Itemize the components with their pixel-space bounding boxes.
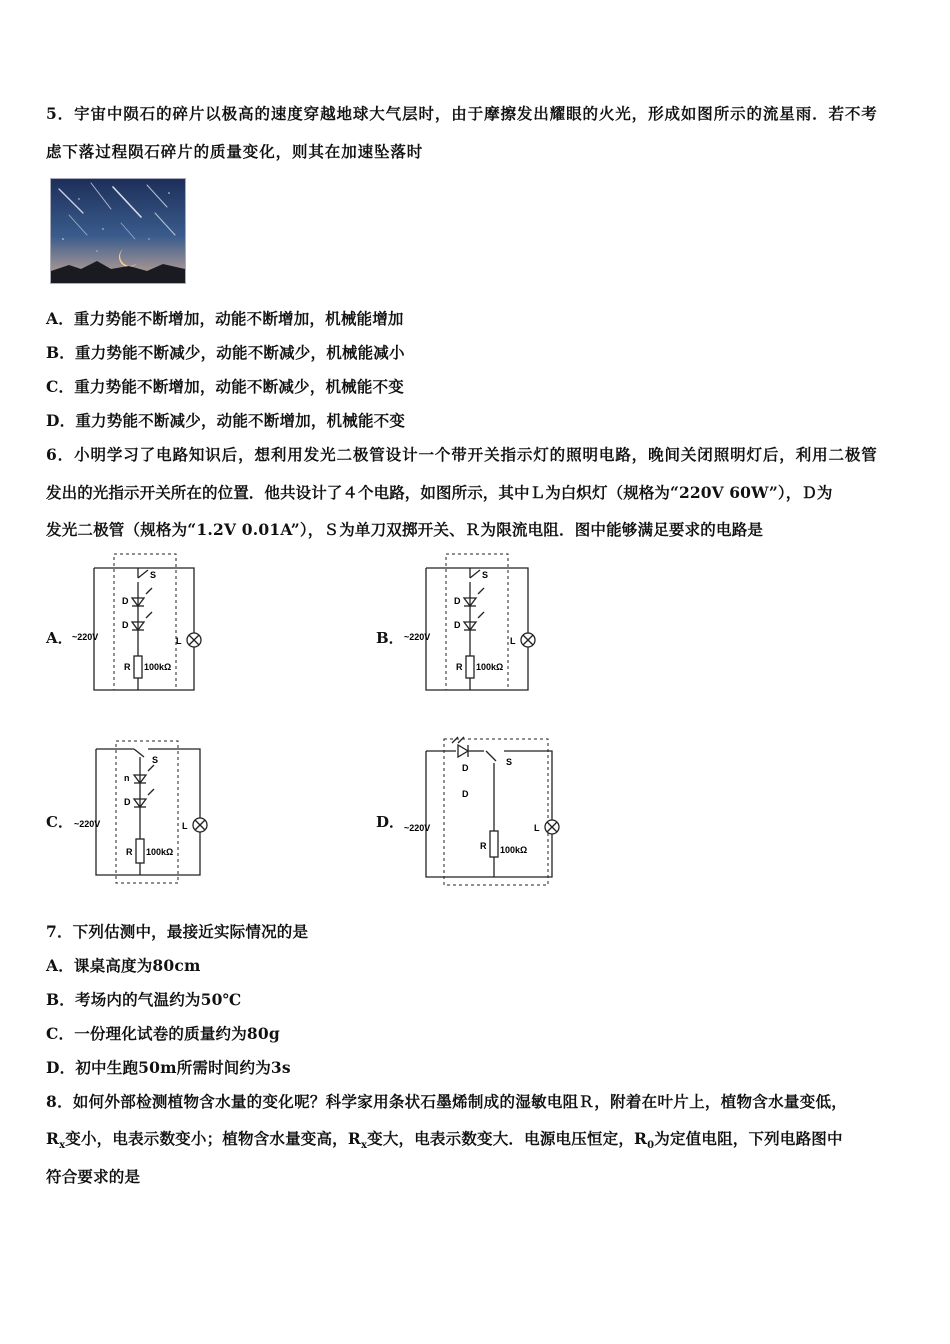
q7-stem: 7．下列估测中，最接近实际情况的是 (46, 922, 309, 941)
q8-rx-subscript-1: x (59, 1140, 66, 1152)
circuit-d-diode-label-1: D (462, 763, 469, 773)
q6-option-a-label: A． (46, 629, 73, 647)
q8-stem-line2 (46, 1127, 843, 1151)
q7-option-d: D．初中生跑50m所需时间约为3s (46, 1058, 291, 1077)
q8-rx-subscript-2: x (360, 1140, 368, 1152)
q8-line2-segment-b: 变小，电表示数变小；植物含水量变高，R (65, 1129, 361, 1148)
circuit-a-resistance-value: 100kΩ (144, 662, 172, 672)
circuit-diagram-a (72, 548, 212, 703)
circuit-b-diode-label-2: D (454, 620, 461, 630)
q8-stem-line3: 符合要求的是 (46, 1167, 141, 1186)
q5-option-a: A．重力势能不断增加，动能不断增加，机械能增加 (46, 309, 404, 328)
q6-option-c-label: C． (46, 813, 73, 831)
circuit-a-lamp-label: L (176, 636, 182, 646)
q8-stem-line1: 8．如何外部检测植物含水量的变化呢？科学家用条状石墨烯制成的湿敏电阻Ｒ，附着在叶片上，植物含水量变低， (46, 1092, 848, 1111)
q5-option-b: B．重力势能不断减少，动能不断减少，机械能减小 (46, 343, 405, 362)
q7-option-c: C．一份理化试卷的质量约为80g (46, 1024, 280, 1043)
q6-option-b-label: B． (376, 629, 404, 647)
q5-stem-line1: 5．宇宙中陨石的碎片以极高的速度穿越地球大气层时，由于摩擦发出耀眼的火光，形成如图所示的流星雨．若不考 (46, 104, 878, 123)
q5-option-d: D．重力势能不断减少，动能不断增加，机械能不变 (46, 411, 406, 430)
circuit-a-resistor-label: R (124, 662, 131, 672)
circuit-c-switch-label: S (152, 755, 159, 765)
circuit-b-resistance-value: 100kΩ (476, 662, 504, 672)
q8-line2-segment-d: 为定值电阻，下列电路图中 (654, 1129, 843, 1148)
q6-option-d-label: D． (376, 813, 405, 831)
circuit-b-lamp-label: L (510, 636, 516, 646)
circuit-d-resistor-label: R (480, 841, 487, 851)
circuit-c-lamp-label: L (182, 821, 188, 831)
circuit-diagram-d (402, 735, 567, 890)
q7-option-b: B．考场内的气温约为50℃ (46, 990, 242, 1009)
circuit-b-diode-label-1: D (454, 596, 461, 606)
q8-r0-subscript: 0 (647, 1140, 655, 1152)
circuit-diagram-b (402, 548, 547, 703)
q7-option-a: A．课桌高度为80cm (46, 956, 201, 975)
circuit-d-lamp-label: L (534, 823, 540, 833)
circuit-a-diode-label-1: D (122, 596, 129, 606)
q8-line2-segment-c: 变大，电表示数变大．电源电压恒定，R (367, 1129, 648, 1148)
circuit-diagram-c (72, 735, 217, 890)
circuit-c-n-label: n (124, 773, 130, 783)
circuit-c-resistor-label: R (126, 847, 133, 857)
circuit-c-voltage-label: ~220V (74, 819, 101, 829)
q6-stem-line2: 发出的光指示开关所在的位置．他共设计了４个电路，如图所示，其中Ｌ为白炽灯（规格为“220V 60W”），Ｄ为 (46, 483, 833, 502)
circuit-c-diode-label: D (124, 797, 131, 807)
meteor-shower-image (50, 178, 186, 284)
circuit-d-resistance-value: 100kΩ (500, 845, 528, 855)
circuit-a-diode-label-2: D (122, 620, 129, 630)
q6-stem-line3: 发光二极管（规格为“1.2V 0.01A”），Ｓ为单刀双掷开关、Ｒ为限流电阻．图中能够满足要求的电路是 (46, 520, 764, 539)
q5-stem-line2: 虑下落过程陨石碎片的质量变化，则其在加速坠落时 (46, 142, 424, 161)
circuit-d-switch-label: S (506, 757, 513, 767)
circuit-b-voltage-label: ~220V (404, 632, 431, 642)
circuit-b-resistor-label: R (456, 662, 463, 672)
circuit-c-resistance-value: 100kΩ (146, 847, 174, 857)
circuit-d-voltage-label: ~220V (404, 823, 431, 833)
q5-option-c: C．重力势能不断增加，动能不断减少，机械能不变 (46, 377, 404, 396)
circuit-d-diode-label-2: D (462, 789, 469, 799)
q6-stem-line1: 6．小明学习了电路知识后，想利用发光二极管设计一个带开关指示灯的照明电路，晚间关闭照明灯后，利用二极管 (46, 445, 878, 464)
circuit-a-switch-label: S (150, 570, 157, 580)
circuit-b-switch-label: S (482, 570, 489, 580)
q8-rx-symbol-1: R (46, 1129, 60, 1148)
circuit-a-voltage-label: ~220V (72, 632, 99, 642)
